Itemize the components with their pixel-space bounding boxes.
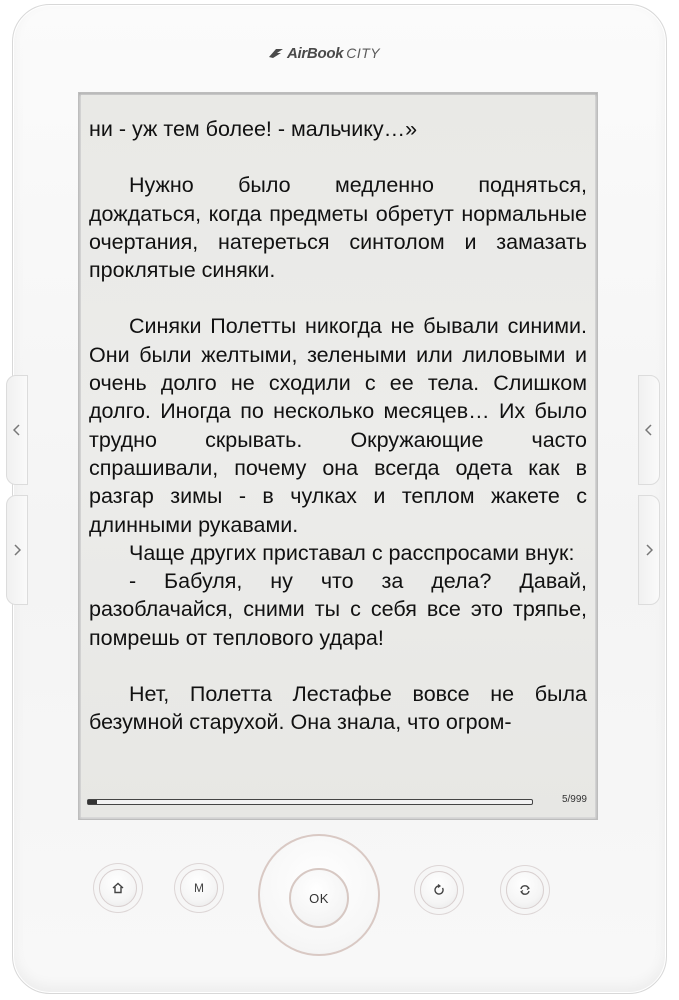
brand-model: CITY <box>346 45 381 61</box>
home-icon <box>112 882 124 894</box>
chevron-right-icon <box>645 544 653 556</box>
paragraph: Чаще других приставал с расспросами внук: <box>129 540 575 565</box>
brand-logo <box>268 42 380 64</box>
paragraph-gap <box>89 652 587 680</box>
ok-button[interactable]: OK <box>289 868 349 928</box>
home-button[interactable] <box>99 869 137 907</box>
brand-wing-icon <box>268 47 284 59</box>
page-counter: 5/999 <box>561 794 587 805</box>
rotate-icon <box>519 884 531 896</box>
left-prev-page-button[interactable] <box>6 375 28 485</box>
menu-button-label: M <box>194 881 204 895</box>
eink-screen-frame <box>78 92 598 820</box>
paragraph-gap <box>89 143 587 171</box>
reading-progress-bar <box>87 799 533 805</box>
left-next-page-button[interactable] <box>6 495 28 605</box>
paragraph: Синяки Полетты никогда не бывали синими. Они были желтыми, зелеными или лиловыми и очень долго не сходили с ее тела. Слишком долго. Иногда по несколько месяцев… Их было трудно скрывать. Окружающие часто спрашивали, почему она всегда одета как в разгар зимы - в чулках и теплом жакете с длинными рукавами. <box>89 314 587 537</box>
eink-screen[interactable] <box>81 95 595 817</box>
paragraph: Нет, Полетта Лестафье вовсе не была безумной старухой. Она знала, что огром- <box>89 682 587 735</box>
book-page-text <box>89 115 587 737</box>
chevron-left-icon <box>13 424 21 436</box>
back-icon <box>433 884 445 896</box>
paragraph: ни - уж тем более! - мальчику…» <box>89 117 418 141</box>
right-prev-page-button[interactable] <box>638 375 660 485</box>
chevron-left-icon <box>645 424 653 436</box>
reading-progress-fill <box>88 800 97 804</box>
back-button[interactable] <box>420 871 458 909</box>
chevron-right-icon <box>13 544 21 556</box>
right-next-page-button[interactable] <box>638 495 660 605</box>
rotate-button[interactable] <box>506 871 544 909</box>
menu-button[interactable] <box>180 869 218 907</box>
brand-name: AirBook <box>287 44 344 62</box>
paragraph-gap <box>89 284 587 312</box>
paragraph: - Бабуля, ну что за дела? Давай, разоблачайся, сними ты с себя все это тряпье, помрешь от теплового удара! <box>89 569 587 650</box>
paragraph: Нужно было медленно подняться, дождаться, когда предметы обретут нормальные очертания, натереться синтолом и замазать проклятые синяки. <box>89 173 587 283</box>
